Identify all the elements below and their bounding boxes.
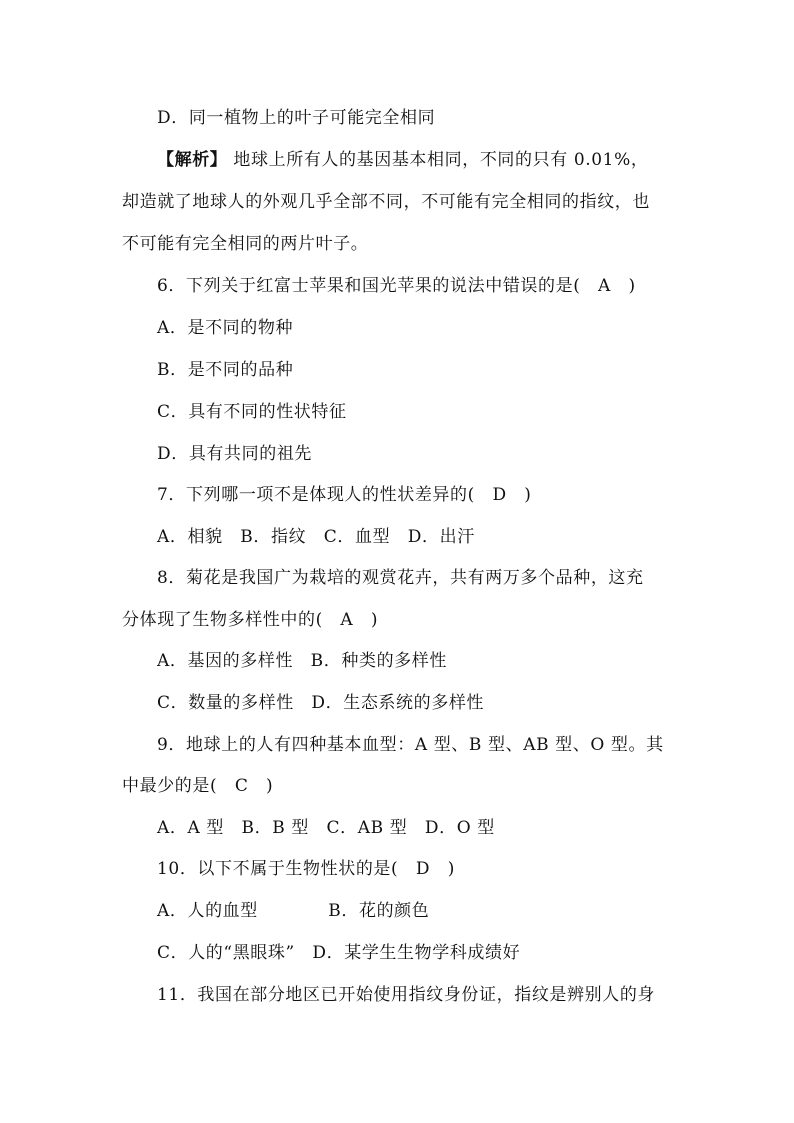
option-6a: A．是不同的物种	[157, 318, 294, 338]
analysis-label: 【解析】	[157, 150, 228, 170]
question-10: 10．以下不属于生物性状的是( D )	[157, 859, 455, 879]
question-6: 6．下列关于红富士苹果和国光苹果的说法中错误的是( A )	[157, 276, 636, 296]
options-10-ab: A．人的血型 B．花的颜色	[157, 901, 430, 921]
options-7: A．相貌 B．指纹 C．血型 D．出汗	[157, 527, 475, 547]
question-8-line-1: 8．菊花是我国广为栽培的观赏花卉，共有两万多个品种，这充	[157, 568, 644, 588]
options-8-cd: C．数量的多样性 D．生态系统的多样性	[157, 693, 485, 713]
option-5d: D．同一植物上的叶子可能完全相同	[157, 108, 436, 128]
analysis-line-2: 却造就了地球人的外观几乎全部不同，不可能有完全相同的指纹，也	[122, 192, 650, 212]
options-10-cd: C．人的“黑眼珠” D．某学生生物学科成绩好	[157, 943, 521, 963]
options-8-ab: A．基因的多样性 B．种类的多样性	[157, 651, 447, 671]
option-6d: D．具有共同的祖先	[157, 444, 313, 464]
question-7: 7．下列哪一项不是体现人的性状差异的( D )	[157, 485, 532, 505]
option-6b: B．是不同的品种	[157, 360, 294, 380]
analysis-text-1: 地球上所有人的基因基本相同，不同的只有 0.01%，	[233, 150, 649, 170]
question-8-line-2: 分体现了生物多样性中的( A )	[122, 610, 379, 630]
question-9-line-1: 9．地球上的人有四种基本血型：A 型、B 型、AB 型、O 型。其	[157, 735, 664, 755]
options-9: A．A 型 B．B 型 C．AB 型 D．O 型	[157, 818, 495, 838]
question-9-line-2: 中最少的是( C )	[122, 776, 274, 796]
option-6c: C．具有不同的性状特征	[157, 402, 347, 422]
analysis-line-1	[157, 148, 717, 172]
analysis-line-3: 不可能有完全相同的两片叶子。	[122, 234, 369, 254]
question-11: 11．我国在部分地区已开始使用指纹身份证，指纹是辨别人的身	[157, 985, 656, 1005]
